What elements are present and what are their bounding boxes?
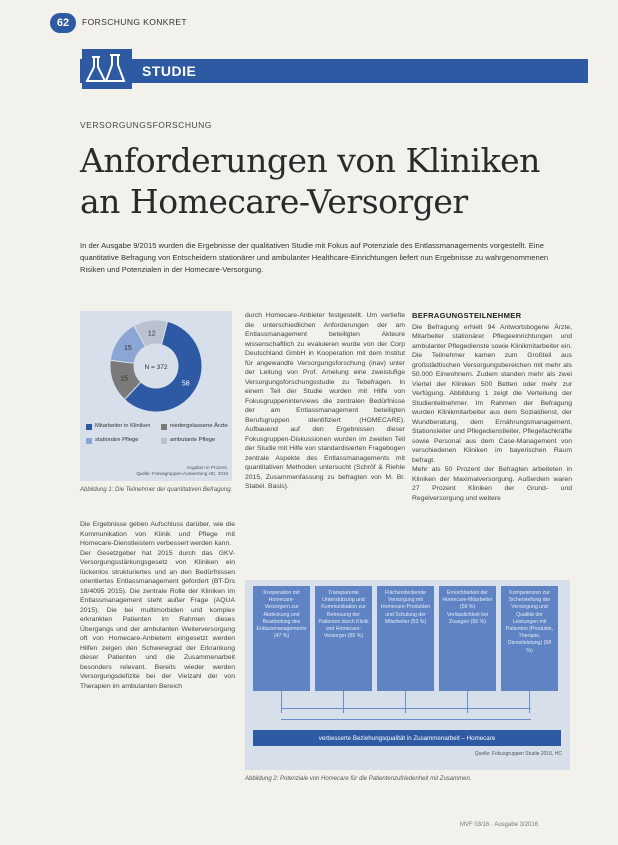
body-column-2: durch Homecare-Anbieter festgestellt. Um vertiefte die unterschiedlichen Anforderungen der am Entlassmanagement beteiligten Akteure wissenschaftlich zu evaluieren wurde von der Corp Deutschland GmbH in Kooperation mit dem Institut für angewandte Versorgungsforschung (inav) unter der Leitung von Prof. Amelung eine zweistufige Versorgungsforschungsstudie zu Tebefragen. In einem Teil der Studie wurden mit Hilfe von Fokusgruppeninterviews die zentralen Bedürfnisse der am Entlassmanagement beteiligten Berufsgruppen identifiziert (HOMECARE). Aufbauend auf den Ergebnissen dieser Fokusgruppen-Diskussionen wurden im zweiten Teil der Studie mit Hilfe von standardisierten Fragebogen zentrale Aspekte des Entlassmanagements mit quantitativen Methoden untersucht (Schröf & Riehle 2015, Zusammenfassung zu befragten von M. Br. Stabel. Basis).	[245, 312, 405, 490]
figure-1-caption: Abbildung 1: Die Teilnehmer der quantitativen Befragung.	[80, 487, 233, 493]
pie-center-label: N = 372	[144, 364, 168, 371]
legend-item	[161, 423, 231, 430]
legend-item	[86, 423, 158, 430]
legend-swatch	[161, 438, 167, 444]
diagram-box: Kompetenzen zur Sicherstellung der Versorgung und Qualität der Leistungen mit Patienten (Produkte, Therapie, Dienstleistung) (58 %)	[501, 586, 558, 691]
subheading: BEFRAGUNGSTEILNEHMER	[412, 311, 522, 320]
pie-value-label: 15	[123, 344, 132, 352]
section-label: FORSCHUNG KONKRET	[82, 17, 188, 27]
legend-label: stationäre Pflege	[95, 437, 139, 443]
legend-item	[161, 437, 231, 444]
connector-line	[281, 691, 282, 713]
connector-line	[281, 719, 531, 720]
lab-flask-icon	[82, 49, 132, 89]
body-column-1: Die Ergebnisse geben Aufschluss darüber, wie die Kommunikation von Klinik und Pflege mit Homecare-Dienstleistern verbessert werden kann. Der Gesetzgeber hat 2015 durch das GKV-Versorgungsstärkungsgesetz von Kliniken ein lückenlos strukturiertes und an den Bedürfnissen orientiertes Entlassmanagement gefordert (BT-Drs 18/4095 2015). Die zentrale Rolle der Kliniken im Entlassmanagement steht außer Frage (AQUA 2015). Die bei multimorbiden und komplex erkrankten Patienten im Rahmen dieses Übergangs und der ambulanten Weiterversorgung oft von Homecare-Anbietern eingesetzt werden Hilfen zeigen den Schweregrad der Erkrankung dieser Patienten und die Zusammenarbeit besonders relevant. Bereits wieder werden Versorgungsdefizite bei der Vielzahl der von Therapien im ambulanten Bereich	[80, 521, 235, 690]
legend-label: niedergelassene Ärzte	[170, 423, 228, 429]
pie-value-label: 58	[181, 380, 190, 388]
connector-line	[281, 708, 531, 709]
connector-line	[529, 691, 530, 713]
page-footer: MVF 03/16 · Ausgabe 3/2016	[460, 822, 539, 828]
legend-item	[86, 437, 158, 444]
connector-line	[343, 691, 344, 713]
figure-2-caption: Abbildung 2: Potenziale von Homecare für die Patientenzufriedenheit mit Zusammen.	[245, 776, 472, 782]
body-column-3	[412, 311, 572, 503]
legend-swatch	[86, 438, 92, 444]
diagram-box: Erreichbarkeit der Homecare-Mitarbeiter (58 %) Verlässlichkeit bei Zusagen (56 %)	[439, 586, 496, 691]
connector-line	[405, 691, 406, 713]
column-3-text: Die Befragung erhielt 94 Antwortsbogene Ärzte, Mitarbeiter stationärer Pflegeeinrichtungen und ambulanter Pflegedienste sowie Klinikmitarbeiter ein. Die Teilnehmer kamen zum Großteil aus großstädtischen Versorgungsbereichen mit mehr als 50.000 Einwohnern. Zudem standen mehr als zwei Viertel der Kliniken 500 Betten oder mehr zur Verfügung. Abbildung 1 zeigt die Verteilung der Studienteilnehmer. Im Rahmen der Befragung wurden Klinikmitarbeiter aus dem Sozialdienst, der Wundberatung, dem Ernährungsmanagement, Stationsleiter und Pflegedienstleiter, Pflegefachkräfte sowie Personal aus dem Case-Management von verschiedenen Kliniken im bayerischen Raum befragt. Mehr als 50 Prozent der Befragten arbeiteten in Kliniken der Maximalversorgung. Außerdem waren 27 Prozent Kliniken der Grund- und Regelversorgung und weitere	[412, 323, 572, 502]
figure-2-diagram	[245, 580, 570, 770]
page-number-badge: 62	[50, 13, 76, 33]
title-line-2: an Homecare-Versorger	[80, 182, 468, 221]
title-line-1: Anforderungen von Kliniken	[80, 141, 540, 180]
diagram-result-bar: verbesserte Beziehungsqualität in Zusammenarbeit – Homecare	[253, 730, 561, 746]
legend-label: Mitarbeiter in Kliniken	[95, 423, 151, 429]
legend-label: ambulante Pflege	[170, 437, 216, 443]
figure-1-pie	[80, 311, 232, 481]
diagram-source: Quelle: Fokusgruppen Studie 2016, HC	[474, 751, 562, 757]
article-lead: In der Ausgabe 9/2015 wurden die Ergebnisse der qualitativen Studie mit Fokus auf Potenziale des Entlassmanagements vorgestellt. Eine quantitative Befragung von Entscheidern stationärer und ambulanter Healthcare-Einrichtungen liefert nun Ergebnisse zu wahrgenommenen Risiken und Potenzialen in der Homecare-Versorgung.	[80, 241, 549, 274]
studie-label: STUDIE	[142, 63, 197, 79]
legend-swatch	[161, 424, 167, 430]
connector-line	[467, 691, 468, 713]
pie-chart	[80, 311, 232, 421]
legend-swatch	[86, 424, 92, 430]
article-kicker: VERSORGUNGSFORSCHUNG	[80, 120, 212, 130]
pie-value-label: 12	[147, 330, 156, 338]
diagram-box: Transparente Unterstützung und Kommunikation zur Betreuung der Patienten durch Klinik und Homecare-Versorger (55 %)	[315, 586, 372, 691]
diagram-box: Kooperation mit Homecare-Versorgern zur Abdeckung und Bearbeitung des Entlassmanagements (47 %)	[253, 586, 310, 691]
diagram-box: Flächendeckende Versorgung mit Homecare-Produkten und Schulung der Mitarbeiter (53 %)	[377, 586, 434, 691]
pie-source: Angaben in Prozent. Quelle: Fokusgruppen-Auswertung HC, 2016	[136, 465, 228, 476]
article-title	[80, 140, 580, 222]
pie-value-label: 15	[120, 375, 128, 383]
